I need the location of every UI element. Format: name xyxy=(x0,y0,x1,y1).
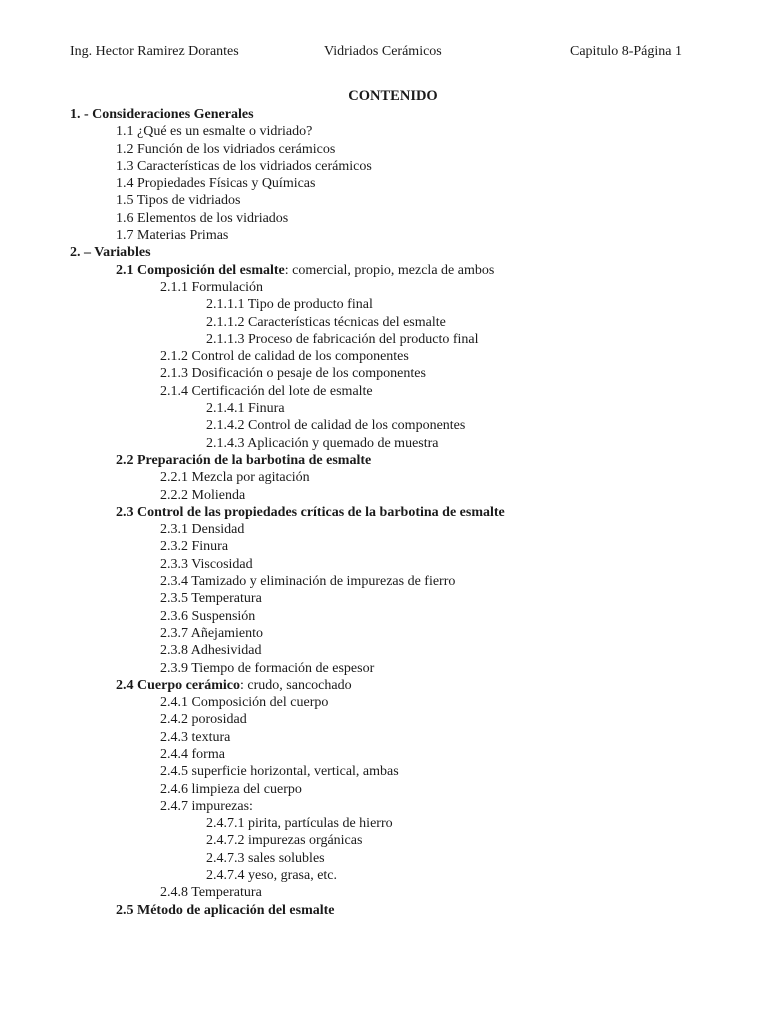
toc-entry-text: 2.4.7.4 yeso, grasa, etc. xyxy=(206,868,338,884)
toc-entry-text: 2.1.1.2 Características técnicas del esmalte xyxy=(206,314,446,330)
toc-entry-text: 2.3.4 Tamizado y eliminación de impurezas de fierro xyxy=(160,574,456,590)
header-author: Ing. Hector Ramirez Dorantes xyxy=(70,44,239,59)
toc-entry-text: 1.7 Materias Primas xyxy=(116,228,229,244)
toc-entry-text: 2.2.1 Mezcla por agitación xyxy=(160,470,310,486)
toc-entry-text: 2.1.4.2 Control de calidad de los componentes xyxy=(206,418,466,434)
toc-entry xyxy=(70,365,728,382)
toc-entry-text: 1.1 ¿Qué es un esmalte o vidriado? xyxy=(116,124,313,140)
toc-entry xyxy=(70,296,728,313)
toc-entry xyxy=(70,538,728,555)
toc-entry xyxy=(70,106,728,123)
toc-entry-text: 2.4.3 textura xyxy=(160,729,231,745)
toc-entry-text: 2.3.6 Suspensión xyxy=(160,608,256,624)
toc-entry xyxy=(70,417,728,434)
toc-entry-text: 2.4.7 impurezas: xyxy=(160,798,253,814)
toc-entry xyxy=(70,556,728,573)
toc-entry-heading: 2.5 Método de aplicación del esmalte xyxy=(116,902,335,918)
toc-entry-text: 1.3 Características de los vidriados cerámicos xyxy=(116,158,372,174)
toc-entry xyxy=(70,244,728,261)
toc-entry xyxy=(70,798,728,815)
toc-entry xyxy=(70,763,728,780)
toc-entry xyxy=(70,746,728,763)
page-header xyxy=(70,44,682,64)
toc-entry-text: 2.3.9 Tiempo de formación de espesor xyxy=(160,660,375,676)
toc-entry xyxy=(70,227,728,244)
table-of-contents xyxy=(70,106,728,919)
toc-entry xyxy=(70,383,728,400)
toc-entry-text: 2.3.5 Temperatura xyxy=(160,591,262,607)
toc-entry-text: 2.4.2 porosidad xyxy=(160,712,247,728)
toc-entry xyxy=(70,711,728,728)
toc-entry xyxy=(70,262,728,279)
toc-entry-text: 2.4.1 Composición del cuerpo xyxy=(160,695,329,711)
toc-entry-text: 2.1.4.3 Aplicación y quemado de muestra xyxy=(206,435,439,451)
toc-entry xyxy=(70,902,728,919)
toc-entry xyxy=(70,832,728,849)
toc-entry xyxy=(70,573,728,590)
toc-entry xyxy=(70,850,728,867)
toc-entry-text: 1.6 Elementos de los vidriados xyxy=(116,210,289,226)
toc-entry xyxy=(70,781,728,798)
toc-entry-heading: 2.1 Composición del esmalte xyxy=(116,262,285,278)
toc-entry xyxy=(70,314,728,331)
toc-entry xyxy=(70,729,728,746)
toc-entry-heading: 1. - Consideraciones Generales xyxy=(70,107,254,122)
toc-entry-heading: 2.2 Preparación de la barbotina de esmalte xyxy=(116,452,372,468)
toc-entry-text: 2.4.7.1 pirita, partículas de hierro xyxy=(206,816,393,832)
toc-entry-text: 2.3.3 Viscosidad xyxy=(160,556,253,572)
toc-entry-text: 2.4.8 Temperatura xyxy=(160,885,262,901)
toc-entry xyxy=(70,400,728,417)
toc-entry xyxy=(70,141,728,158)
toc-entry xyxy=(70,158,728,175)
toc-entry-text: 2.4.6 limpieza del cuerpo xyxy=(160,781,302,797)
toc-entry xyxy=(70,884,728,901)
toc-entry-heading: 2.4 Cuerpo cerámico xyxy=(116,677,241,693)
toc-entry xyxy=(70,504,728,521)
toc-entry xyxy=(70,625,728,642)
toc-entry-text: 2.1.4.1 Finura xyxy=(206,401,285,417)
toc-entry xyxy=(70,487,728,504)
toc-entry-text: 2.3.8 Adhesividad xyxy=(160,643,262,659)
toc-entry-text: 1.2 Función de los vidriados cerámicos xyxy=(116,141,336,157)
toc-entry xyxy=(70,175,728,192)
toc-entry-text: : crudo, sancochado xyxy=(240,677,352,693)
toc-entry-text: 2.2.2 Molienda xyxy=(160,487,246,503)
toc-entry-text: 2.1.3 Dosificación o pesaje de los componentes xyxy=(160,366,426,382)
toc-entry xyxy=(70,815,728,832)
toc-entry-text: 2.3.2 Finura xyxy=(160,539,229,555)
toc-entry xyxy=(70,590,728,607)
toc-entry-heading: 2.3 Control de las propiedades críticas de la barbotina de esmalte xyxy=(116,504,505,520)
toc-entry xyxy=(70,279,728,296)
toc-entry-text: 2.1.4 Certificación del lote de esmalte xyxy=(160,383,373,399)
toc-entry-heading: 2. – Variables xyxy=(70,245,151,261)
toc-entry-text: 2.3.1 Densidad xyxy=(160,522,245,538)
toc-entry xyxy=(70,348,728,365)
toc-entry xyxy=(70,660,728,677)
toc-entry-text: 1.4 Propiedades Físicas y Químicas xyxy=(116,176,316,192)
toc-entry xyxy=(70,192,728,209)
toc-title: CONTENIDO xyxy=(348,88,438,104)
toc-entry-text: 2.1.1 Formulación xyxy=(160,279,264,295)
toc-entry xyxy=(70,608,728,625)
toc-entry xyxy=(70,452,728,469)
toc-entry xyxy=(70,642,728,659)
toc-entry-text: 2.1.1.1 Tipo de producto final xyxy=(206,297,373,313)
toc-entry xyxy=(70,210,728,227)
toc-entry-text: : comercial, propio, mezcla de ambos xyxy=(284,262,495,278)
toc-entry xyxy=(70,435,728,452)
toc-entry xyxy=(70,867,728,884)
toc-entry xyxy=(70,677,728,694)
toc-entry xyxy=(70,694,728,711)
toc-entry xyxy=(70,331,728,348)
toc-entry-text: 2.1.1.3 Proceso de fabricación del producto final xyxy=(206,331,479,347)
header-title: Vidriados Cerámicos xyxy=(324,44,442,59)
toc-entry-text: 2.4.4 forma xyxy=(160,746,225,762)
toc-entry xyxy=(70,521,728,538)
toc-entry xyxy=(70,123,728,140)
toc-entry xyxy=(70,469,728,486)
toc-entry-text: 2.4.5 superficie horizontal, vertical, ambas xyxy=(160,764,399,780)
toc-entry-text: 2.1.2 Control de calidad de los componentes xyxy=(160,349,409,365)
toc-entry-text: 1.5 Tipos de vidriados xyxy=(116,193,241,209)
toc-entry-text: 2.3.7 Añejamiento xyxy=(160,625,264,641)
toc-entry-text: 2.4.7.3 sales solubles xyxy=(206,850,325,866)
header-page-number: Capitulo 8-Página 1 xyxy=(570,44,682,59)
toc-entry-text: 2.4.7.2 impurezas orgánicas xyxy=(206,833,363,849)
